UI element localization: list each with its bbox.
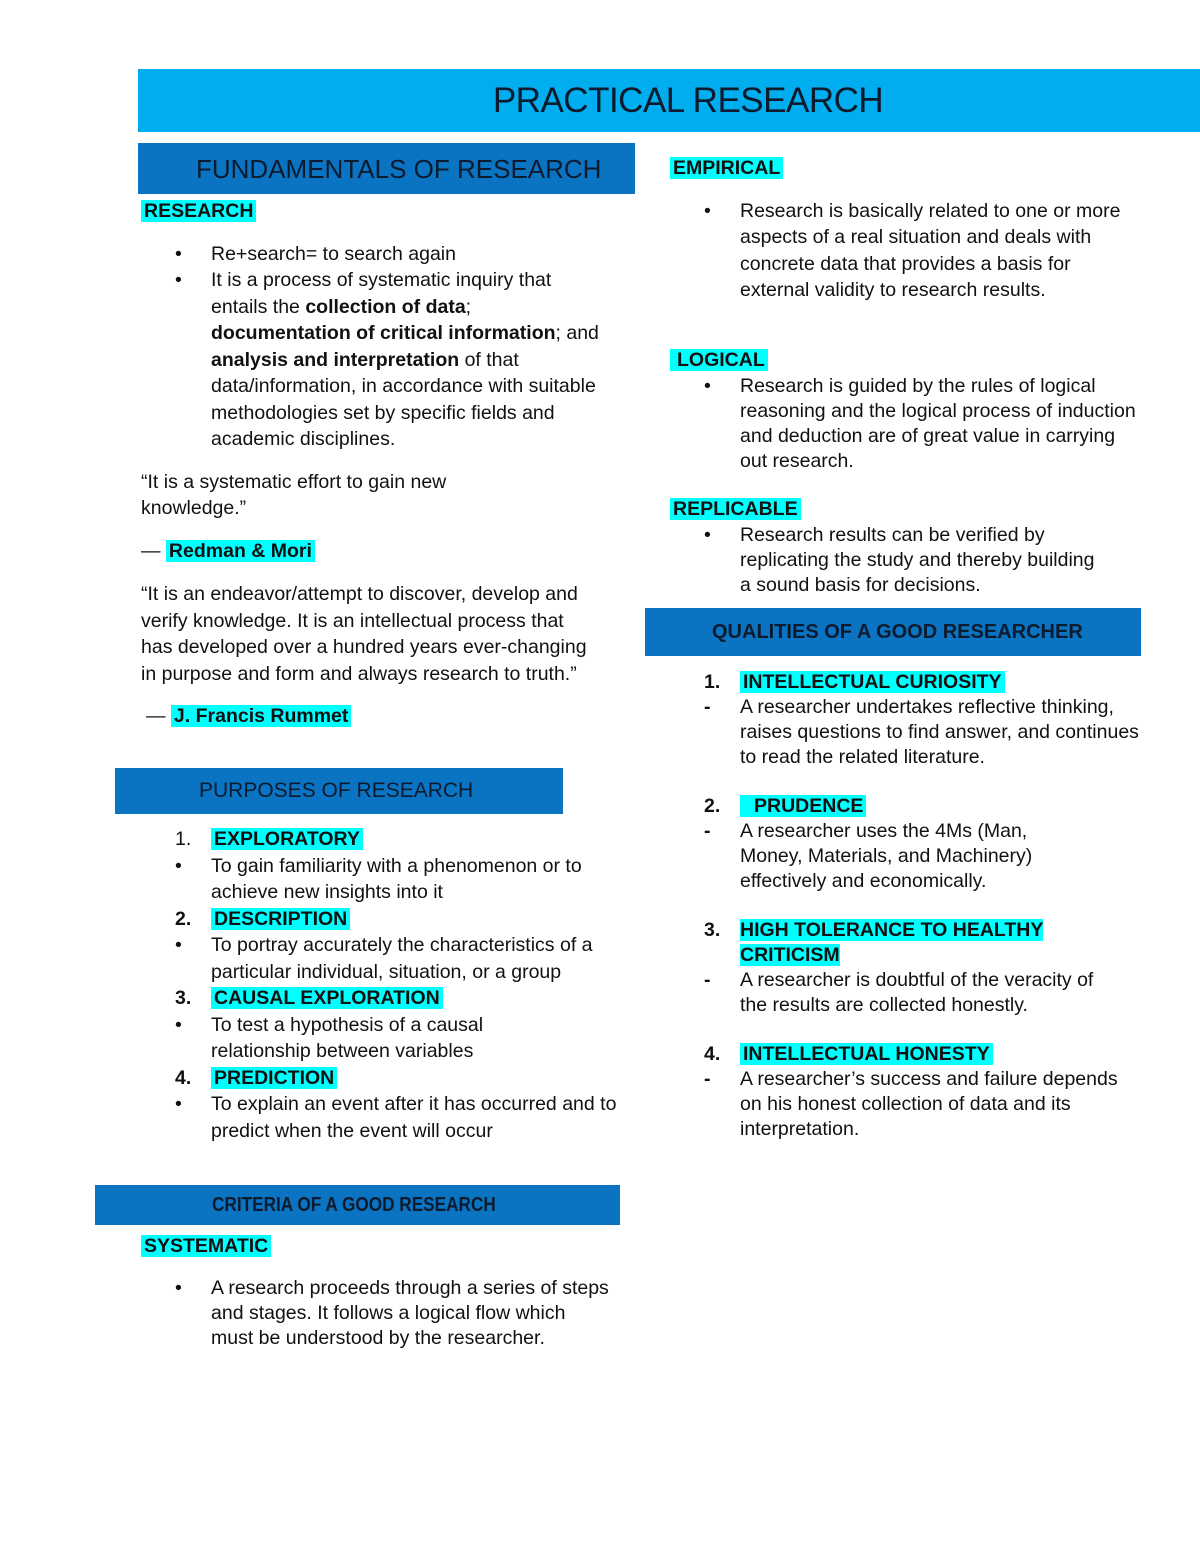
- qualities-heading-text: QUALITIES OF A GOOD RESEARCHER: [712, 621, 1083, 643]
- section-heading-criteria: [95, 1185, 620, 1225]
- title-banner: [138, 69, 1200, 132]
- fundamentals-section: [141, 198, 621, 730]
- quality-3-heading-word: HEALTHY: [952, 919, 1044, 941]
- quote-1-author: — Redman & Mori: [141, 538, 621, 565]
- quote-2: “It is an endeavor/attempt to discover, develop and verify knowledge. It is an intellectual process that has developed over a hundred years ever-changing in purpose and form and always research to truth.”: [141, 583, 587, 685]
- purpose-item-3: 3. CAUSAL EXPLORATION • To test a hypothesis of a causal relationship between variables: [141, 985, 621, 1065]
- purpose-item-2: 2. DESCRIPTION • To portray accurately the characteristics of a particular individual, situation, or a group: [141, 906, 621, 986]
- criteria-logical: [670, 347, 1140, 474]
- fundamentals-heading-text: FUNDAMENTALS OF RESEARCH: [196, 154, 602, 184]
- quality-3-heading-word: TOLERANCE: [794, 919, 921, 941]
- criteria-replicable: [670, 496, 1140, 598]
- empirical-label: EMPIRICAL: [670, 157, 783, 179]
- quote-2-author: — J. Francis Rummet: [141, 703, 621, 730]
- section-heading-purposes: [115, 768, 563, 814]
- replicable-label: REPLICABLE: [670, 498, 801, 520]
- research-bullet-2: • It is a process of systematic inquiry that entails the collection of data; documentation of critical information; and analysis and interpretation of that data/information, in accordance with suitable methodologies set by specific fields and academic disciplines.: [141, 267, 621, 453]
- page-title: PRACTICAL RESEARCH: [492, 81, 884, 120]
- quality-3-heading-word: TO: [920, 919, 953, 941]
- research-bullet-1: • Re+search= to search again: [141, 241, 621, 268]
- criteria-empirical: [670, 155, 1140, 304]
- qualities-section: [670, 670, 1140, 1142]
- quality-item-3: 3. HIGH TOLERANCE TO HEALTHY CRITICISM - A researcher is doubtful of the veracity of the results are collected honestly.: [704, 919, 1094, 1016]
- criteria-heading-text: CRITERIA OF A GOOD RESEARCH: [212, 1194, 496, 1216]
- purposes-section: [141, 826, 621, 1144]
- systematic-label: SYSTEMATIC: [141, 1235, 271, 1257]
- quality-3-heading-word: CRITICISM: [740, 944, 840, 966]
- section-heading-fundamentals: [138, 143, 635, 194]
- quality-item-4: 4. INTELLECTUAL HONESTY - A researcher’s success and failure depends on his honest collection of data and its interpretation.: [704, 1043, 1118, 1140]
- purpose-item-1: 1. EXPLORATORY • To gain familiarity with a phenomenon or to achieve new insights into it: [141, 826, 621, 906]
- quality-3-heading-word: HIGH: [740, 919, 795, 941]
- systematic-text: • A research proceeds through a series of steps and stages. It follows a logical flow which must be understood by the researcher.: [141, 1276, 621, 1351]
- purposes-heading-text: PURPOSES OF RESEARCH: [199, 779, 474, 802]
- purpose-item-4: 4. PREDICTION • To explain an event after it has occurred and to predict when the event will occur: [141, 1065, 621, 1145]
- quality-item-1: 1. INTELLECTUAL CURIOSITY - A researcher undertakes reflective thinking, raises questions to find answer, and continues to read the related literature.: [704, 671, 1139, 768]
- criteria-systematic: [141, 1233, 621, 1351]
- section-heading-qualities: [645, 608, 1141, 656]
- quote-1: “It is a systematic effort to gain new knowledge.”: [141, 470, 447, 519]
- logical-label: LOGICAL: [670, 349, 768, 371]
- logical-text: • Research is guided by the rules of logical reasoning and the logical process of induction and deduction are of great value in carrying out research.: [670, 374, 1140, 474]
- empirical-text: • Research is basically related to one or more aspects of a real situation and deals with concrete data that provides a basis for external validity to research results.: [670, 198, 1140, 304]
- research-label: RESEARCH: [141, 200, 256, 222]
- replicable-text: • Research results can be verified by replicating the study and thereby building a sound basis for decisions.: [670, 523, 1140, 598]
- quality-item-2: 2. PRUDENCE - A researcher uses the 4Ms (Man, Money, Materials, and Machinery) effectively and economically.: [704, 795, 1033, 892]
- research-bullets: [141, 241, 621, 453]
